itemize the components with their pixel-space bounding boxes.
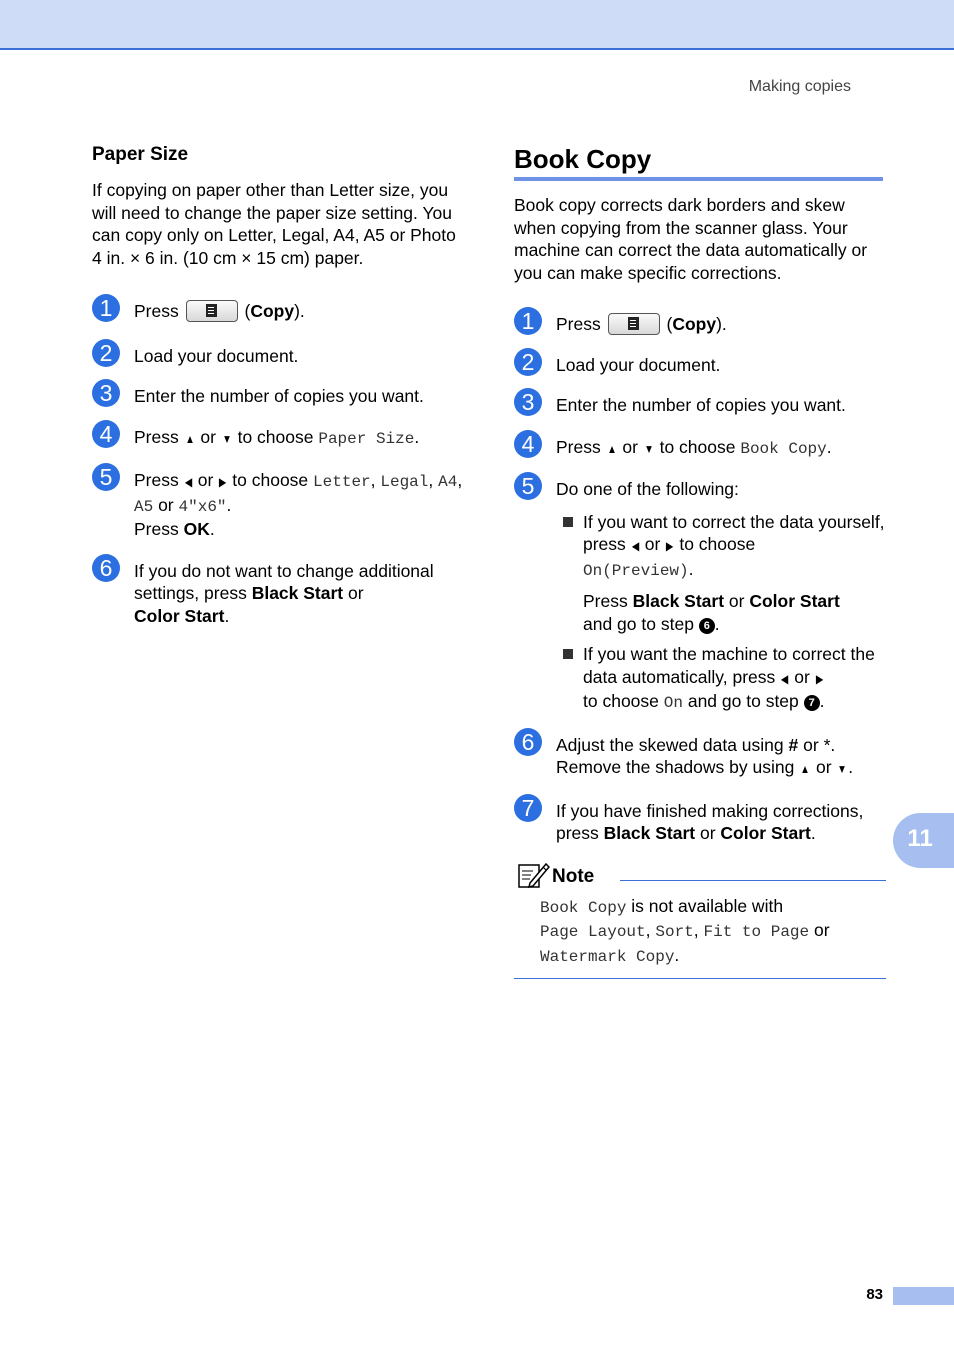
step-1: 1 Press (Copy). bbox=[514, 313, 886, 336]
up-arrow-icon: ▲ bbox=[184, 431, 195, 446]
step-1: 1 Press (Copy). bbox=[92, 300, 464, 323]
left-arrow-icon: ◀ bbox=[184, 475, 192, 489]
note-rule bbox=[620, 880, 886, 881]
step-number: 3 bbox=[92, 379, 120, 407]
step-number: 4 bbox=[92, 420, 120, 448]
copy-document-icon bbox=[628, 317, 639, 330]
step-reference: 6 bbox=[699, 618, 715, 634]
right-arrow-icon: ▶ bbox=[815, 671, 824, 686]
step-6: 6 If you do not want to change additional settings, press Black Start or Color Start. bbox=[92, 560, 464, 628]
step-7: 7 If you have finished making corrections, press Black Start or Color Start. bbox=[514, 800, 886, 845]
copy-key-icon bbox=[186, 300, 238, 322]
right-arrow-icon: ▶ bbox=[666, 539, 674, 553]
step-5: 5 Do one of the following: If you want to correct the data yourself, press ◀ or ▶ to choose On(Preview). Press Black Start or Color Start and go to step 6 . If you want the machine to correct the data automatically, press ◀ or ▶ to choose On and go to step 7 . bbox=[514, 478, 886, 715]
note-body: Book Copy is not available with Page Layout, Sort, Fit to Page or Watermark Copy. bbox=[540, 895, 830, 966]
star-key: * bbox=[823, 734, 831, 755]
step-number: 1 bbox=[514, 307, 542, 335]
sub-item-automatic: If you want the machine to correct the data automatically, press ◀ or ▶ to choose On and go to step 7 . bbox=[563, 643, 886, 715]
step-number: 5 bbox=[514, 472, 542, 500]
section-heading: Paper Size bbox=[92, 144, 189, 165]
top-band bbox=[0, 0, 954, 50]
pencil-note-icon bbox=[518, 861, 550, 889]
chapter-number: 11 bbox=[907, 825, 933, 852]
copy-document-icon bbox=[206, 304, 217, 317]
left-arrow-icon: ◀ bbox=[781, 671, 789, 686]
copy-key-icon bbox=[608, 313, 660, 335]
step-3: 3 Enter the number of copies you want. bbox=[92, 385, 464, 408]
right-column bbox=[514, 142, 886, 979]
intro-paragraph: If copying on paper other than Letter size, you will need to change the paper size setting. You can copy only on Letter, Legal, A4, A5 or Photo 4 in. × 6 in. (10 cm × 15 cm) paper. bbox=[92, 180, 456, 268]
step-2: 2 Load your document. bbox=[92, 345, 464, 368]
step-number: 2 bbox=[514, 348, 542, 376]
bullet-square-icon bbox=[563, 649, 573, 659]
step-3: 3 Enter the number of copies you want. bbox=[514, 394, 886, 417]
right-arrow-icon: ▶ bbox=[219, 475, 227, 489]
step-number: 3 bbox=[514, 388, 542, 416]
step-number: 1 bbox=[92, 294, 120, 322]
step-number: 6 bbox=[514, 728, 542, 756]
up-arrow-icon: ▲ bbox=[606, 441, 617, 456]
note-box bbox=[514, 859, 886, 980]
note-header bbox=[514, 859, 886, 889]
chapter-tab bbox=[893, 813, 954, 868]
step-5: 5 Press ◀ or ▶ to choose Letter, Legal, A4, A5 or 4"x6". Press OK. bbox=[92, 469, 464, 541]
step-6: 6 Adjust the skewed data using # or *. Remove the shadows by using ▲ or ▼. bbox=[514, 734, 886, 781]
intro-paragraph: Book copy corrects dark borders and skew when copying from the scanner glass. Your machine can correct the data automatically or you can make specific corrections. bbox=[514, 195, 868, 283]
down-arrow-icon: ▼ bbox=[222, 431, 232, 446]
heading-rule bbox=[514, 177, 883, 181]
page-tab bbox=[893, 1287, 954, 1305]
step-reference: 7 bbox=[804, 695, 820, 711]
down-arrow-icon: ▼ bbox=[837, 762, 848, 776]
bullet-square-icon bbox=[563, 517, 573, 527]
step-4: 4 Press ▲ or ▼ to choose Paper Size. bbox=[92, 426, 464, 451]
page-number: 83 bbox=[866, 1286, 883, 1303]
step-number: 5 bbox=[92, 463, 120, 491]
note-title: Note bbox=[552, 865, 595, 887]
step-number: 6 bbox=[92, 554, 120, 582]
note-bottom-rule bbox=[514, 978, 886, 979]
step-2: 2 Load your document. bbox=[514, 354, 886, 377]
down-arrow-icon: ▼ bbox=[644, 441, 654, 456]
step-4: 4 Press ▲ or ▼ to choose Book Copy. bbox=[514, 436, 886, 461]
left-column bbox=[92, 142, 464, 627]
step-number: 7 bbox=[514, 794, 542, 822]
sub-item-manual: If you want to correct the data yourself, press ◀ or ▶ to choose On(Preview). Press Black Start or Color Start and go to step 6 . bbox=[563, 511, 886, 636]
step-number: 2 bbox=[92, 339, 120, 367]
running-head: Making copies bbox=[748, 78, 851, 95]
left-arrow-icon: ◀ bbox=[631, 539, 639, 553]
section-heading: Book Copy bbox=[514, 144, 652, 174]
step-number: 4 bbox=[514, 430, 542, 458]
up-arrow-icon: ▲ bbox=[800, 762, 810, 776]
